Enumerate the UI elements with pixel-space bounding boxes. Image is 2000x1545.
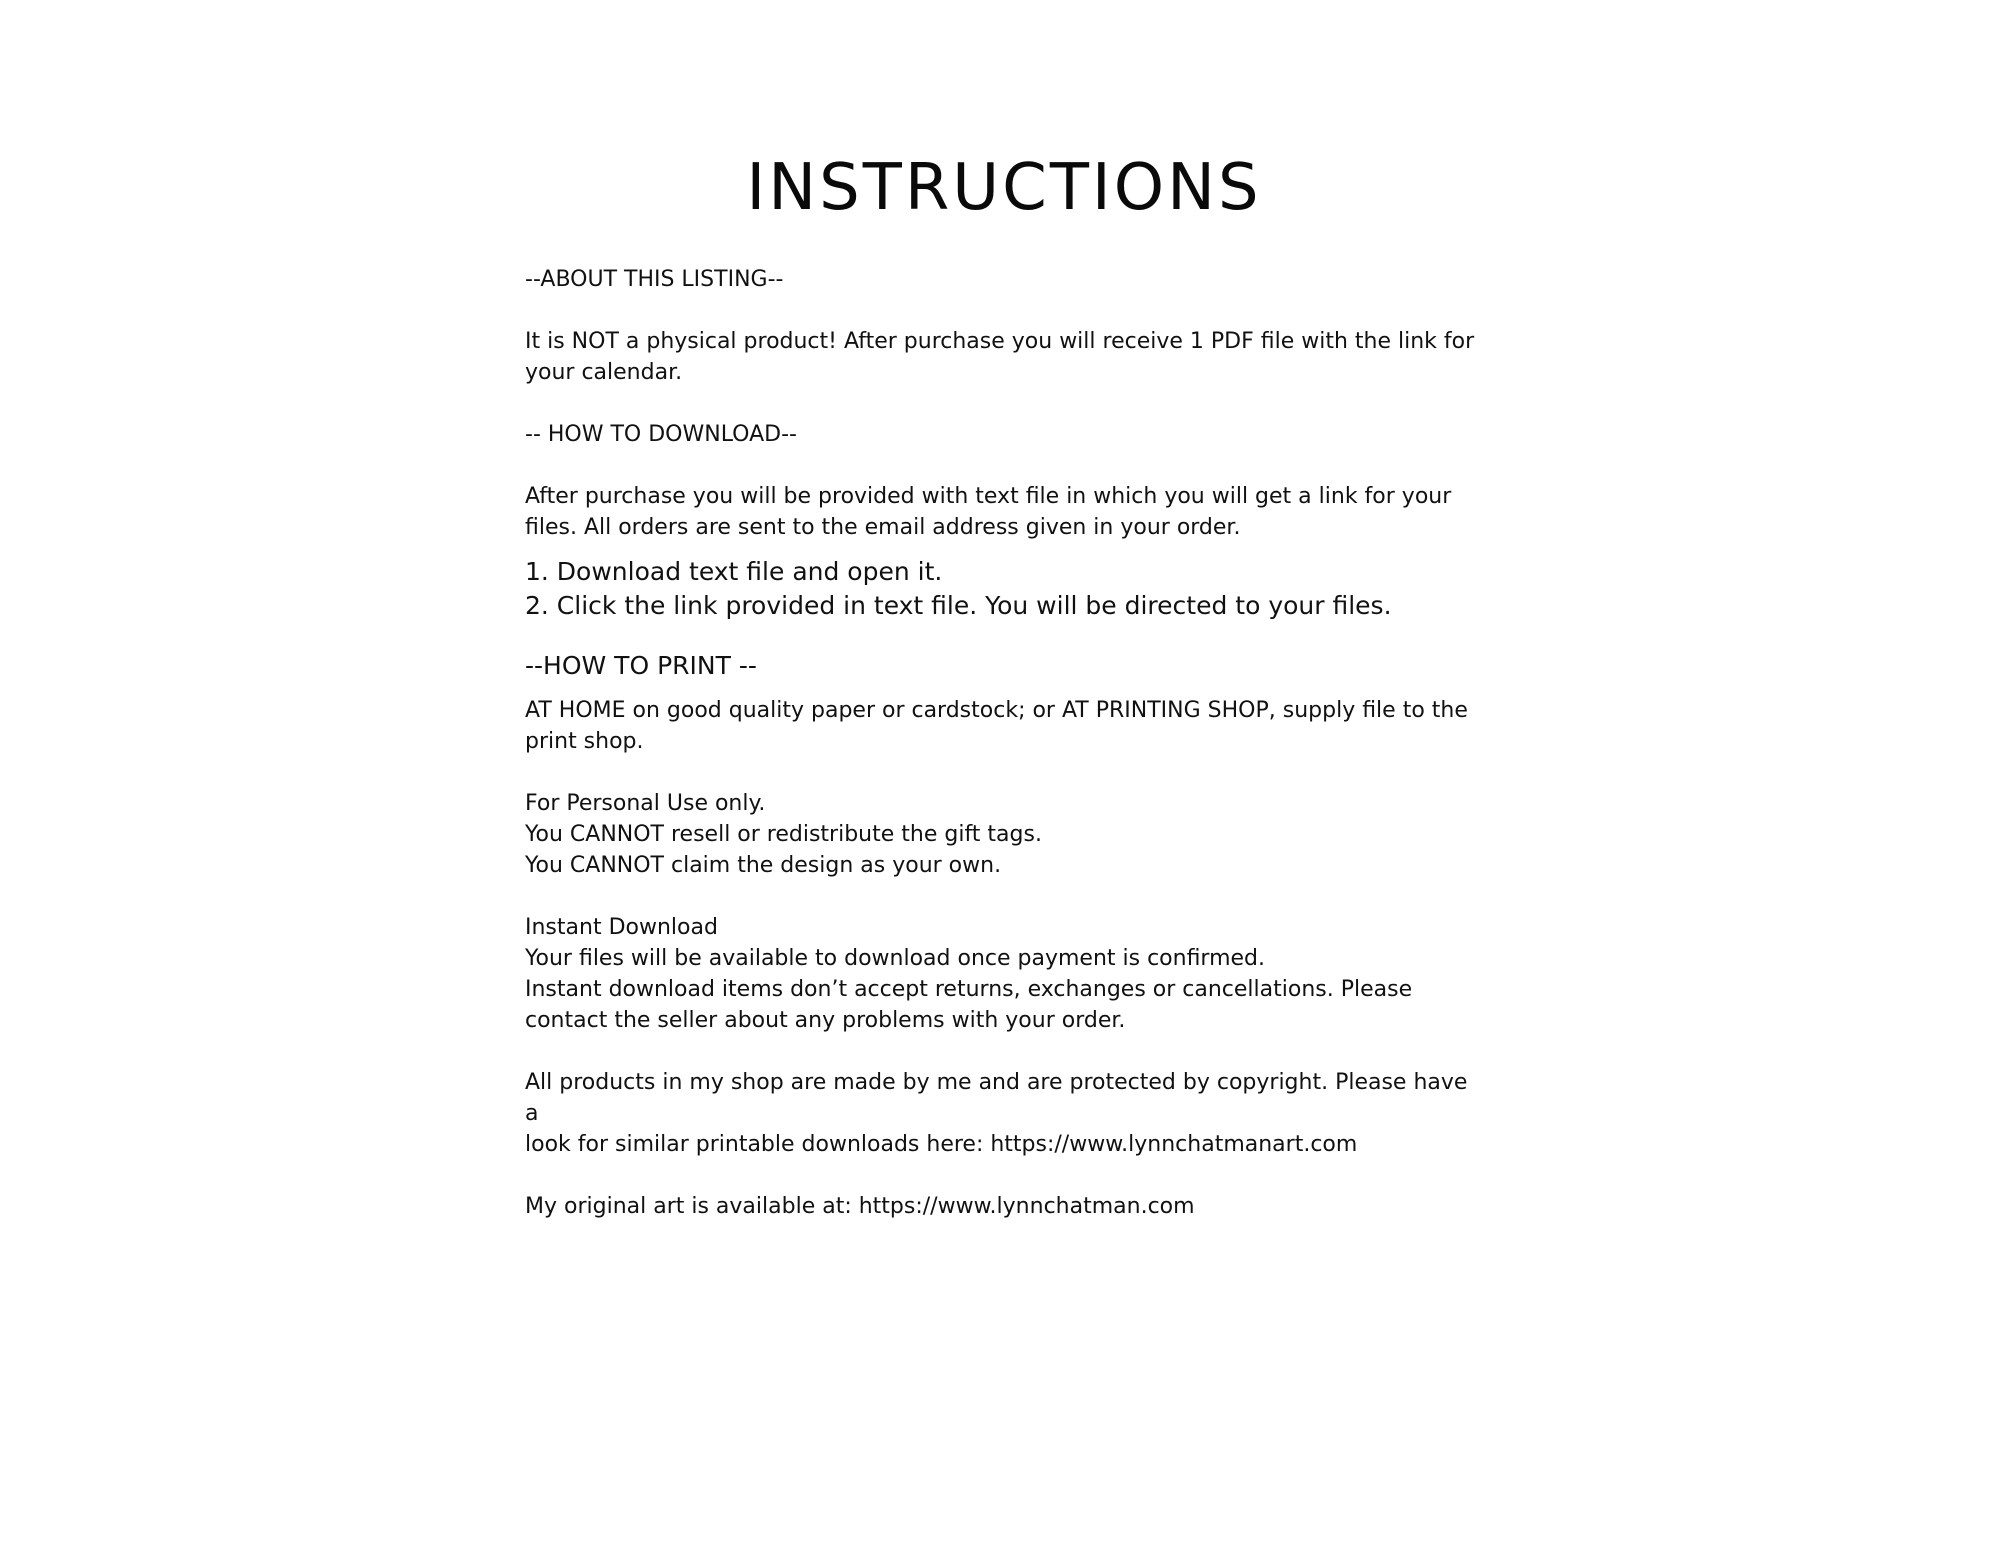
download-step: 1. Download text file and open it. xyxy=(525,557,943,586)
usage-line: You CANNOT resell or redistribute the gift tags. xyxy=(525,822,1042,847)
usage-line: For Personal Use only. xyxy=(525,791,766,816)
instant-download-info xyxy=(525,912,1485,1036)
copyright-text: All products in my shop are made by me and are protected by copyright. Please have a look for similar printable downloads here: https://www.lynnchatmanart.com xyxy=(525,1070,1468,1157)
original-art-text: My original art is available at: https://www.lynnchatman.com xyxy=(525,1194,1195,1219)
page-title: INSTRUCTIONS xyxy=(746,151,1262,225)
download-step: 2. Click the link provided in text file. You will be directed to your files. xyxy=(525,591,1392,620)
usage-line: You CANNOT claim the design as your own. xyxy=(525,853,1002,878)
about-heading: --ABOUT THIS LISTING-- xyxy=(525,267,784,292)
instant-line: Instant Download xyxy=(525,915,718,940)
download-heading: -- HOW TO DOWNLOAD-- xyxy=(525,422,797,447)
about-text: It is NOT a physical product! After purchase you will receive 1 PDF file with the link for your calendar. xyxy=(525,329,1475,385)
usage-terms xyxy=(525,788,1485,881)
print-text: AT HOME on good quality paper or cardstock; or AT PRINTING SHOP, supply file to the print shop. xyxy=(525,698,1468,754)
instant-line: Instant download items don’t accept returns, exchanges or cancellations. Please contact the seller about any problems with your order. xyxy=(525,977,1413,1033)
print-heading: --HOW TO PRINT -- xyxy=(525,651,757,680)
instant-line: Your files will be available to download once payment is confirmed. xyxy=(525,946,1266,971)
download-steps xyxy=(525,555,1485,623)
download-text: After purchase you will be provided with text file in which you will get a link for your files. All orders are sent to the email address given in your order. xyxy=(525,484,1452,540)
instructions-content xyxy=(525,264,1485,1222)
